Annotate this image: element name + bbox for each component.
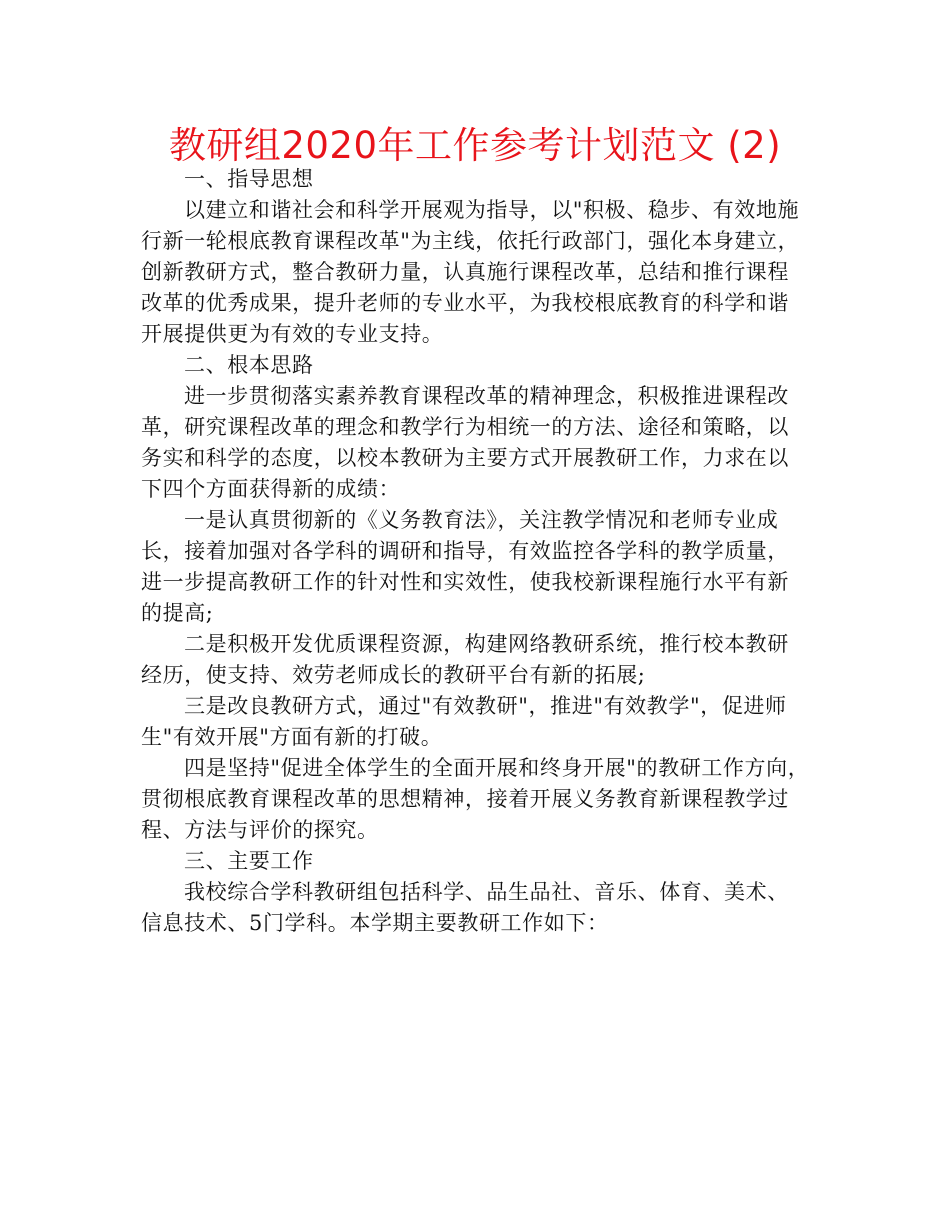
section-heading: 一、指导思想 xyxy=(184,167,314,191)
paragraph-line: 四是坚持"促进全体学生的全面开展和终身开展"的教研工作方向， xyxy=(184,756,810,780)
paragraph-line: 创新教研方式，整合教研力量，认真施行课程改革，总结和推行课程 xyxy=(141,260,789,284)
paragraph-line: 贯彻根底教育课程改革的思想精神，接着开展义务教育新课程教学过 xyxy=(141,787,789,811)
section-heading: 三、主要工作 xyxy=(184,849,314,873)
paragraph-line: 进一步提高教研工作的针对性和实效性，使我校新课程施行水平有新 xyxy=(141,570,789,594)
paragraph-line: 三是改良教研方式，通过"有效教研"，推进"有效教学"，促进师 xyxy=(184,694,787,718)
paragraph-line: 我校综合学科教研组包括科学、品生品社、音乐、体育、美术、 xyxy=(184,880,789,904)
paragraph-line: 经历，使支持、效劳老师成长的教研平台有新的拓展; xyxy=(141,663,646,687)
paragraph-line: 行新一轮根底教育课程改革"为主线，依托行政部门，强化本身建立， xyxy=(141,229,800,253)
paragraph-line: 革，研究课程改革的理念和教学行为相统一的方法、途径和策略，以 xyxy=(141,415,789,439)
section-heading: 二、根本思路 xyxy=(184,353,314,377)
paragraph-line: 二是积极开发优质课程资源，构建网络教研系统，推行校本教研 xyxy=(184,632,789,656)
paragraph-line: 信息技术、5门学科。本学期主要教研工作如下： xyxy=(141,911,609,935)
paragraph-line: 程、方法与评价的探究。 xyxy=(141,818,379,842)
paragraph-line: 务实和科学的态度，以校本教研为主要方式开展教研工作，力求在以 xyxy=(141,446,789,470)
paragraph-line: 进一步贯彻落实素养教育课程改革的精神理念，积极推进课程改 xyxy=(184,384,789,408)
document-title: 教研组2020年工作参考计划范文 (2) xyxy=(168,124,782,167)
paragraph-line: 以建立和谐社会和科学开展观为指导，以"积极、稳步、有效地施 xyxy=(184,198,800,222)
paragraph-line: 开展提供更为有效的专业支持。 xyxy=(141,322,444,346)
paragraph-line: 生"有效开展"方面有新的打破。 xyxy=(141,725,443,749)
paragraph-line: 下四个方面获得新的成绩： xyxy=(141,477,401,501)
paragraph-line: 的提高; xyxy=(141,601,214,625)
paragraph-line: 长，接着加强对各学科的调研和指导，有效监控各学科的教学质量， xyxy=(141,539,789,563)
document-body xyxy=(141,164,813,939)
paragraph-line: 一是认真贯彻新的《义务教育法》，关注教学情况和老师专业成 xyxy=(184,508,779,532)
paragraph-line: 改革的优秀成果，提升老师的专业水平，为我校根底教育的科学和谐 xyxy=(141,291,789,315)
